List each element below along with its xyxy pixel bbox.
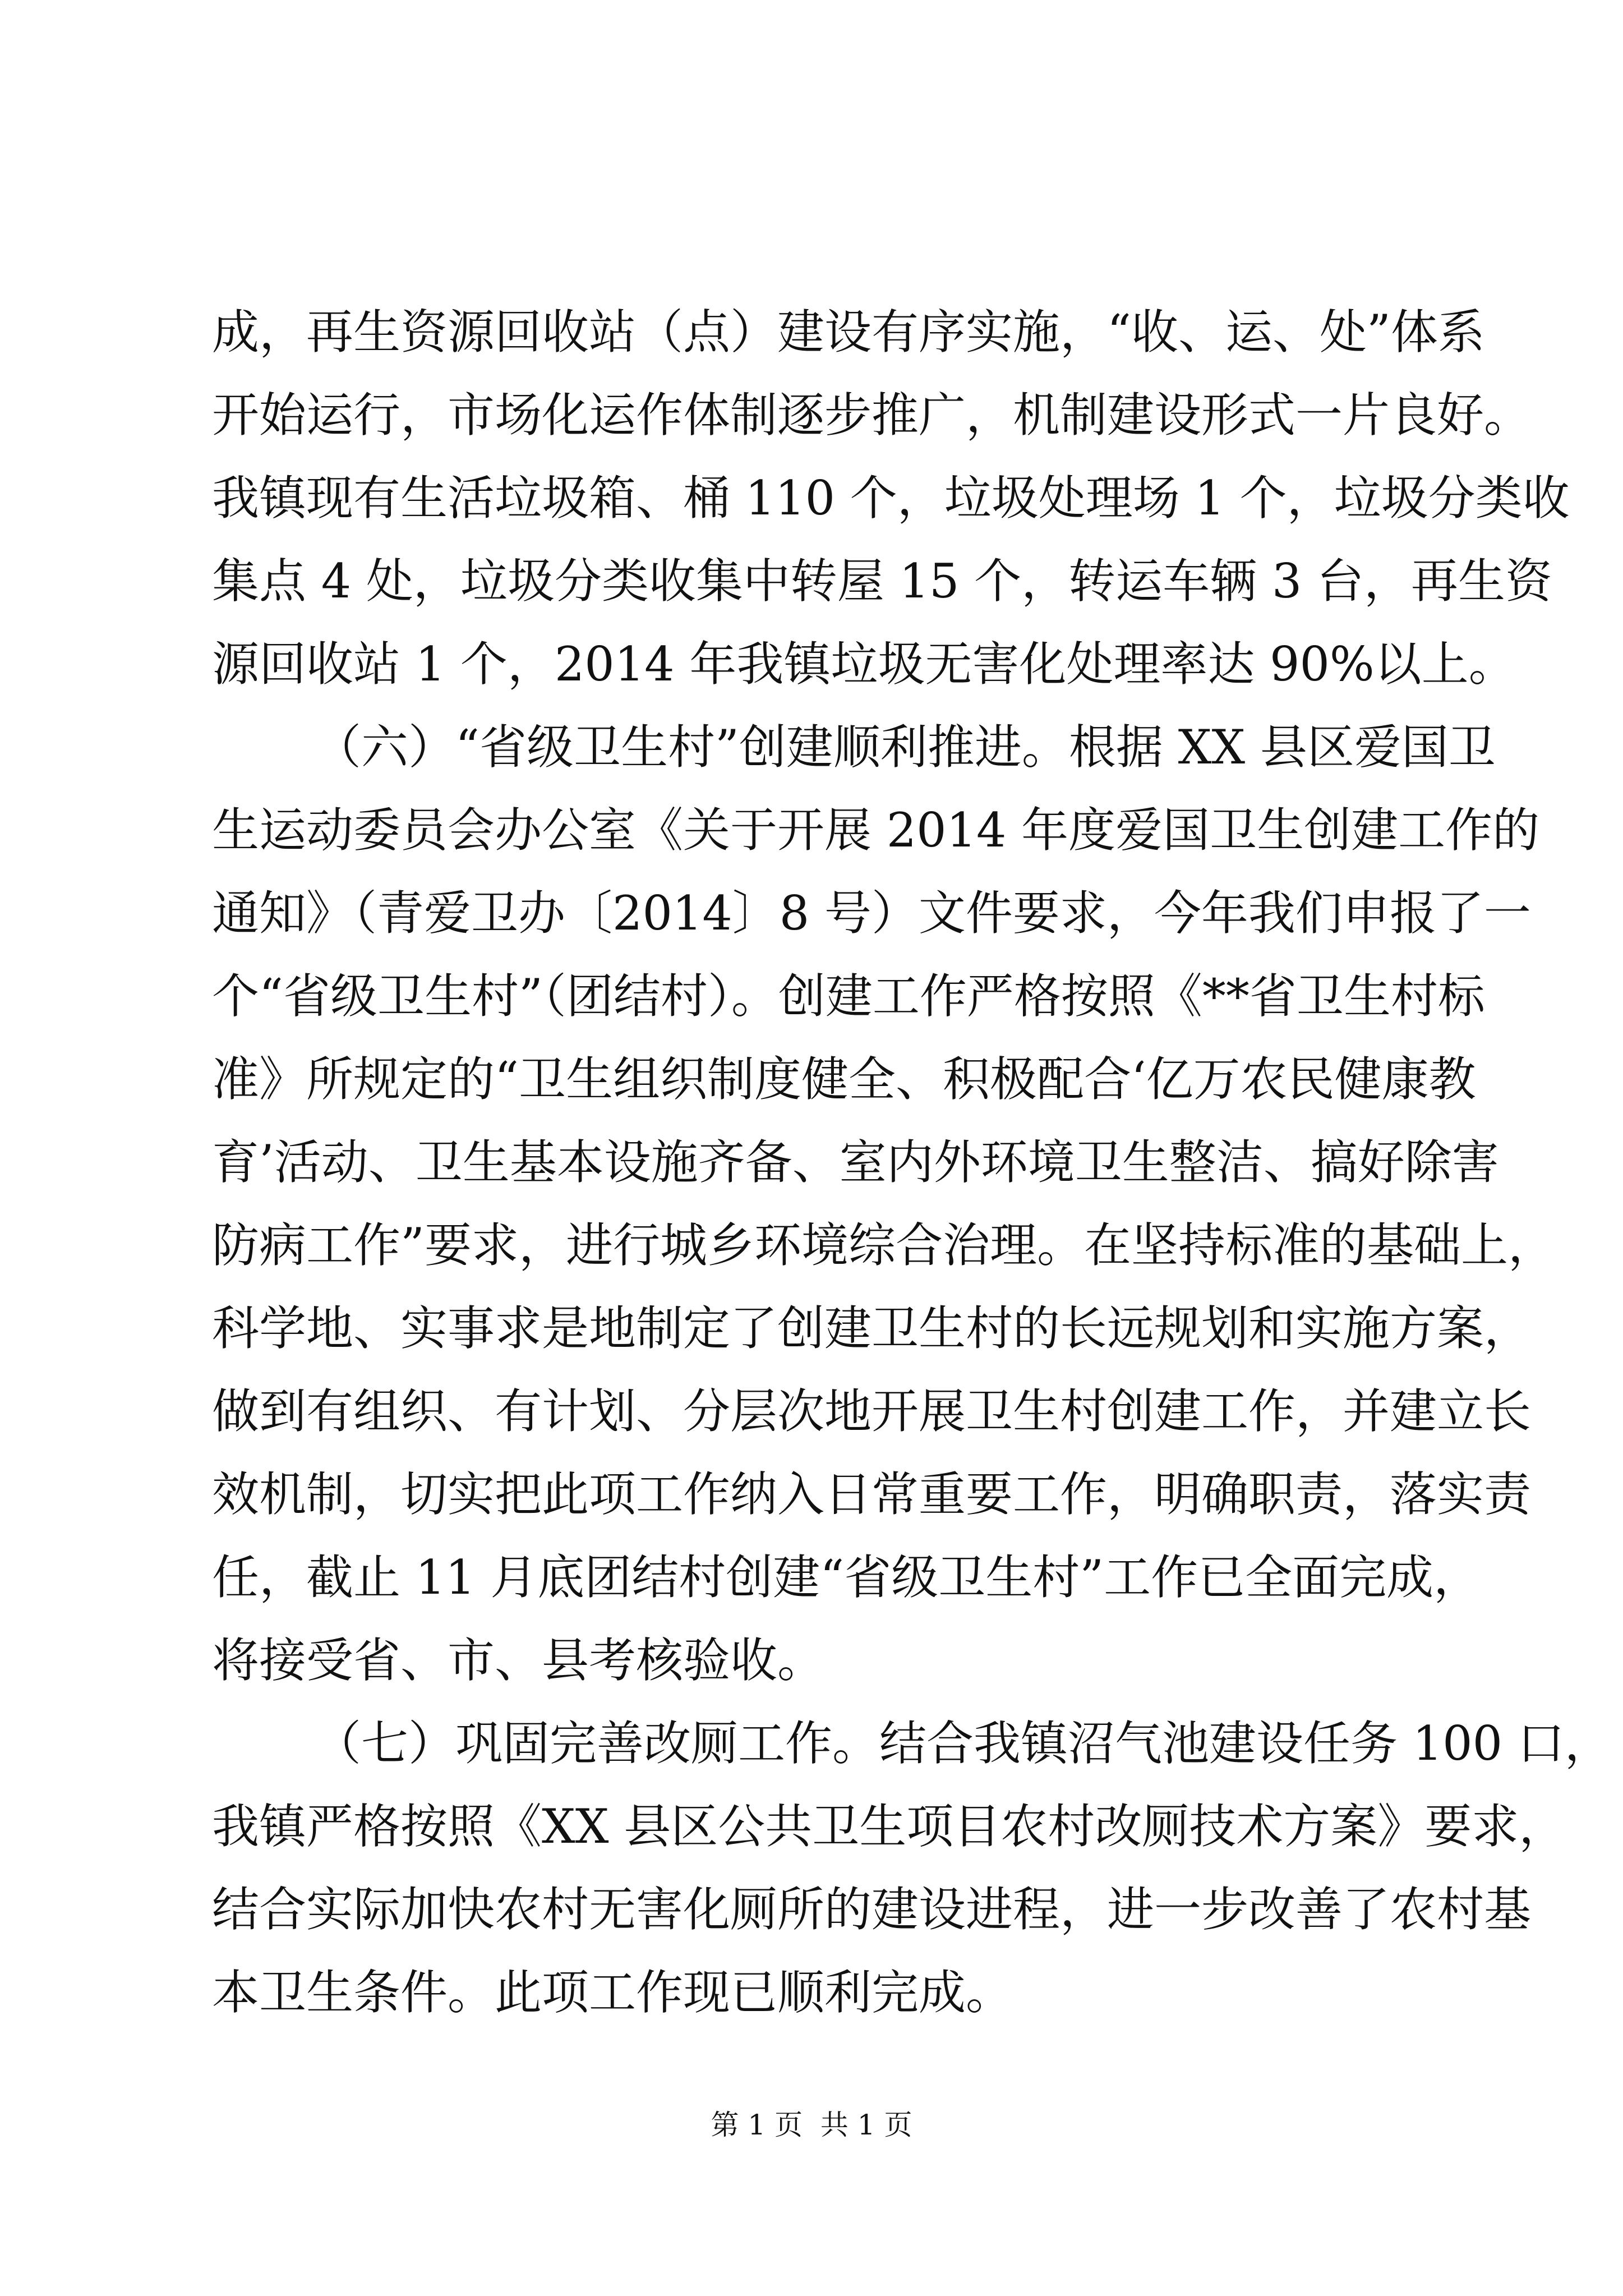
body-line-10: 准》所规定的“卫生组织制度健全、积极配合‘亿万农民健康教	[212, 1052, 1476, 1107]
body-line-20: 结合实际加快农村无害化厕所的建设进程，进一步改善了农村基	[212, 1882, 1532, 1937]
body-line-4: 集点 4 处，垃圾分类收集中转屋 15 个，转运车辆 3 台，再生资	[212, 554, 1552, 609]
body-line-3: 我镇现有生活垃圾箱、桶 110 个，垃圾处理场 1 个，垃圾分类收	[212, 471, 1570, 526]
body-line-6: （六）“省级卫生村”创建顺利推进。根据 XX 县区爱国卫	[314, 720, 1496, 775]
body-line-14: 做到有组织、有计划、分层次地开展卫生村创建工作，并建立长	[212, 1384, 1532, 1439]
body-line-11: 育’活动、卫生基本设施齐备、室内外环境卫生整洁、搞好除害	[212, 1135, 1499, 1190]
page-footer: 第 1 页 共 1 页	[711, 2109, 912, 2141]
body-line-1: 成，再生资源回收站（点）建设有序实施，“收、运、处”体系	[212, 305, 1485, 360]
body-line-18: （七）巩固完善改厕工作。结合我镇沼气池建设任务 100 口，	[314, 1716, 1612, 1771]
body-line-13: 科学地、实事求是地制定了创建卫生村的长远规划和实施方案，	[212, 1301, 1532, 1356]
body-line-9: 个“省级卫生村”（团结村）。创建工作严格按照《**省卫生村标	[212, 969, 1485, 1024]
body-line-15: 效机制，切实把此项工作纳入日常重要工作，明确职责，落实责	[212, 1467, 1532, 1522]
body-line-19: 我镇严格按照《XX 县区公共卫生项目农村改厕技术方案》要求，	[212, 1799, 1566, 1854]
body-line-8: 通知》（青爱卫办〔2014〕8 号）文件要求，今年我们申报了一	[212, 886, 1531, 941]
body-line-7: 生运动委员会办公室《关于开展 2014 年度爱国卫生创建工作的	[212, 803, 1540, 858]
body-line-12: 防病工作”要求，进行城乡环境综合治理。在坚持标准的基础上，	[212, 1218, 1555, 1273]
body-line-17: 将接受省、市、县考核验收。	[212, 1633, 825, 1688]
body-line-2: 开始运行，市场化运作体制逐步推广，机制建设形式一片良好。	[212, 388, 1532, 443]
body-line-21: 本卫生条件。此项工作现已顺利完成。	[212, 1965, 1013, 2020]
body-line-5: 源回收站 1 个，2014 年我镇垃圾无害化处理率达 90%以上。	[212, 637, 1516, 692]
body-line-16: 任，截止 11 月底团结村创建“省级卫生村”工作已全面完成，	[212, 1550, 1481, 1605]
